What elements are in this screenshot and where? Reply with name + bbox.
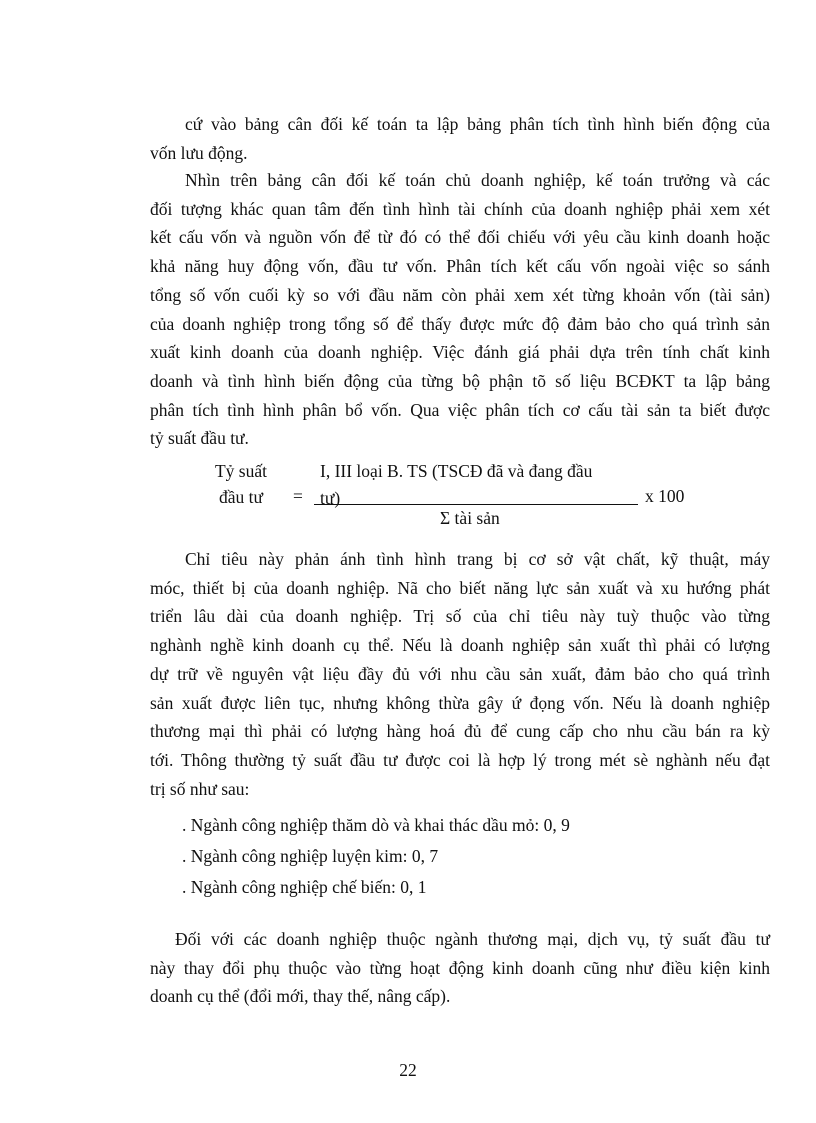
text-line: cứ vào bảng cân đối kế toán ta lập bảng phân tích tình hình biến động của bbox=[185, 114, 770, 134]
text-line: tỷ suất đầu tư. bbox=[150, 428, 249, 449]
text-line: kết cấu vốn và nguồn vốn để từ đó có thể đối chiếu với yêu cầu kinh doanh hoặc bbox=[150, 227, 770, 248]
text-line: thương mại thì phải có lượng hàng hoá đủ để cung cấp cho nhu cầu bán ra kỳ bbox=[150, 721, 770, 742]
formula-numerator-line1: I, III loại B. TS (TSCĐ đã và đang đầu bbox=[320, 461, 593, 481]
text-line: tới. Thông thường tỷ suất đầu tư được coi là hợp lý trong mét sè nghành nếu đạt bbox=[150, 749, 770, 770]
formula-numerator-line2: tư) bbox=[320, 488, 341, 508]
paragraph-balance-sheet-analysis bbox=[150, 166, 770, 453]
paragraph-continuation bbox=[150, 110, 770, 167]
text-line: doanh cụ thể (đổi mới, thay thế, nâng cấp). bbox=[150, 986, 451, 1007]
formula-label-line1: Tỷ suất bbox=[214, 461, 267, 481]
text-line: móc, thiết bị của doanh nghiệp. Nã cho biết năng lực sản xuất và xu hướng phát bbox=[150, 577, 770, 598]
formula-multiplier: x 100 bbox=[645, 486, 685, 506]
text-line: này thay đổi phụ thuộc vào từng hoạt động kinh doanh cũng như điều kiện kinh bbox=[150, 957, 770, 978]
text-line: trị số như sau: bbox=[150, 778, 250, 799]
formula-label-line2: đầu tư bbox=[219, 487, 263, 507]
formula-denominator: Σ tài sản bbox=[440, 508, 500, 528]
text-line: nghành nghề kinh doanh cụ thể. Nếu là doanh nghiệp sản xuất thì phải có lượng bbox=[150, 635, 770, 656]
list-item: . Ngành công nghiệp luyện kim: 0, 7 bbox=[182, 846, 439, 866]
investment-ratio-formula bbox=[0, 455, 816, 535]
text-line: doanh và tình hình biến động của từng bộ phận tõ số liệu BCĐKT ta lập bảng bbox=[150, 370, 770, 391]
page-number: 22 bbox=[399, 1060, 417, 1080]
text-line: của doanh nghiệp trong tổng số để thấy được mức độ đảm bảo cho quá trình sản bbox=[150, 313, 770, 334]
text-line: đối tượng khác quan tâm đến tình hình tài chính của doanh nghiệp phải xem xét bbox=[150, 198, 770, 219]
list-item: . Ngành công nghiệp thăm dò và khai thác dầu mỏ: 0, 9 bbox=[182, 815, 570, 835]
text-line: xuất kinh doanh của doanh nghiệp. Việc đánh giá phải dựa trên tính chất kinh bbox=[150, 342, 770, 363]
text-line: sản xuất được liên tục, nhưng không thừa gây ứ đọng vốn. Nếu là doanh nghiệp bbox=[150, 692, 770, 713]
text-line: vốn lưu động. bbox=[150, 142, 248, 163]
text-line: khả năng huy động vốn, đầu tư vốn. Phân tích kết cấu vốn ngoài việc so sánh bbox=[150, 256, 770, 277]
text-line: tổng số vốn cuối kỳ so với đầu năm còn phải xem xét từng khoản vốn (tài sản) bbox=[150, 284, 770, 305]
paragraph-indicator-explanation bbox=[150, 545, 770, 803]
list-item: . Ngành công nghiệp chế biến: 0, 1 bbox=[182, 877, 427, 897]
text-line: dự trữ về nguyên vật liệu đầy đủ với nhu cầu sản xuất, đảm bảo cho quá trình bbox=[150, 663, 770, 684]
text-line: triển lâu dài của doanh nghiệp. Trị số của chỉ tiêu này tuỳ thuộc vào từng bbox=[150, 606, 770, 627]
text-line: Đối với các doanh nghiệp thuộc ngành thương mại, dịch vụ, tỷ suất đầu tư bbox=[175, 929, 770, 949]
text-line: Nhìn trên bảng cân đối kế toán chủ doanh nghiệp, kế toán trưởng và các bbox=[185, 170, 770, 190]
fraction-bar bbox=[314, 504, 638, 505]
formula-equals: = bbox=[293, 486, 303, 506]
text-line: phân tích tình hình phân bổ vốn. Qua việc phân tích cơ cấu tài sản ta biết được bbox=[150, 399, 770, 420]
text-line: Chỉ tiêu này phản ánh tình hình trang bị cơ sở vật chất, kỹ thuật, máy bbox=[185, 549, 770, 569]
paragraph-trade-services bbox=[150, 925, 770, 1011]
